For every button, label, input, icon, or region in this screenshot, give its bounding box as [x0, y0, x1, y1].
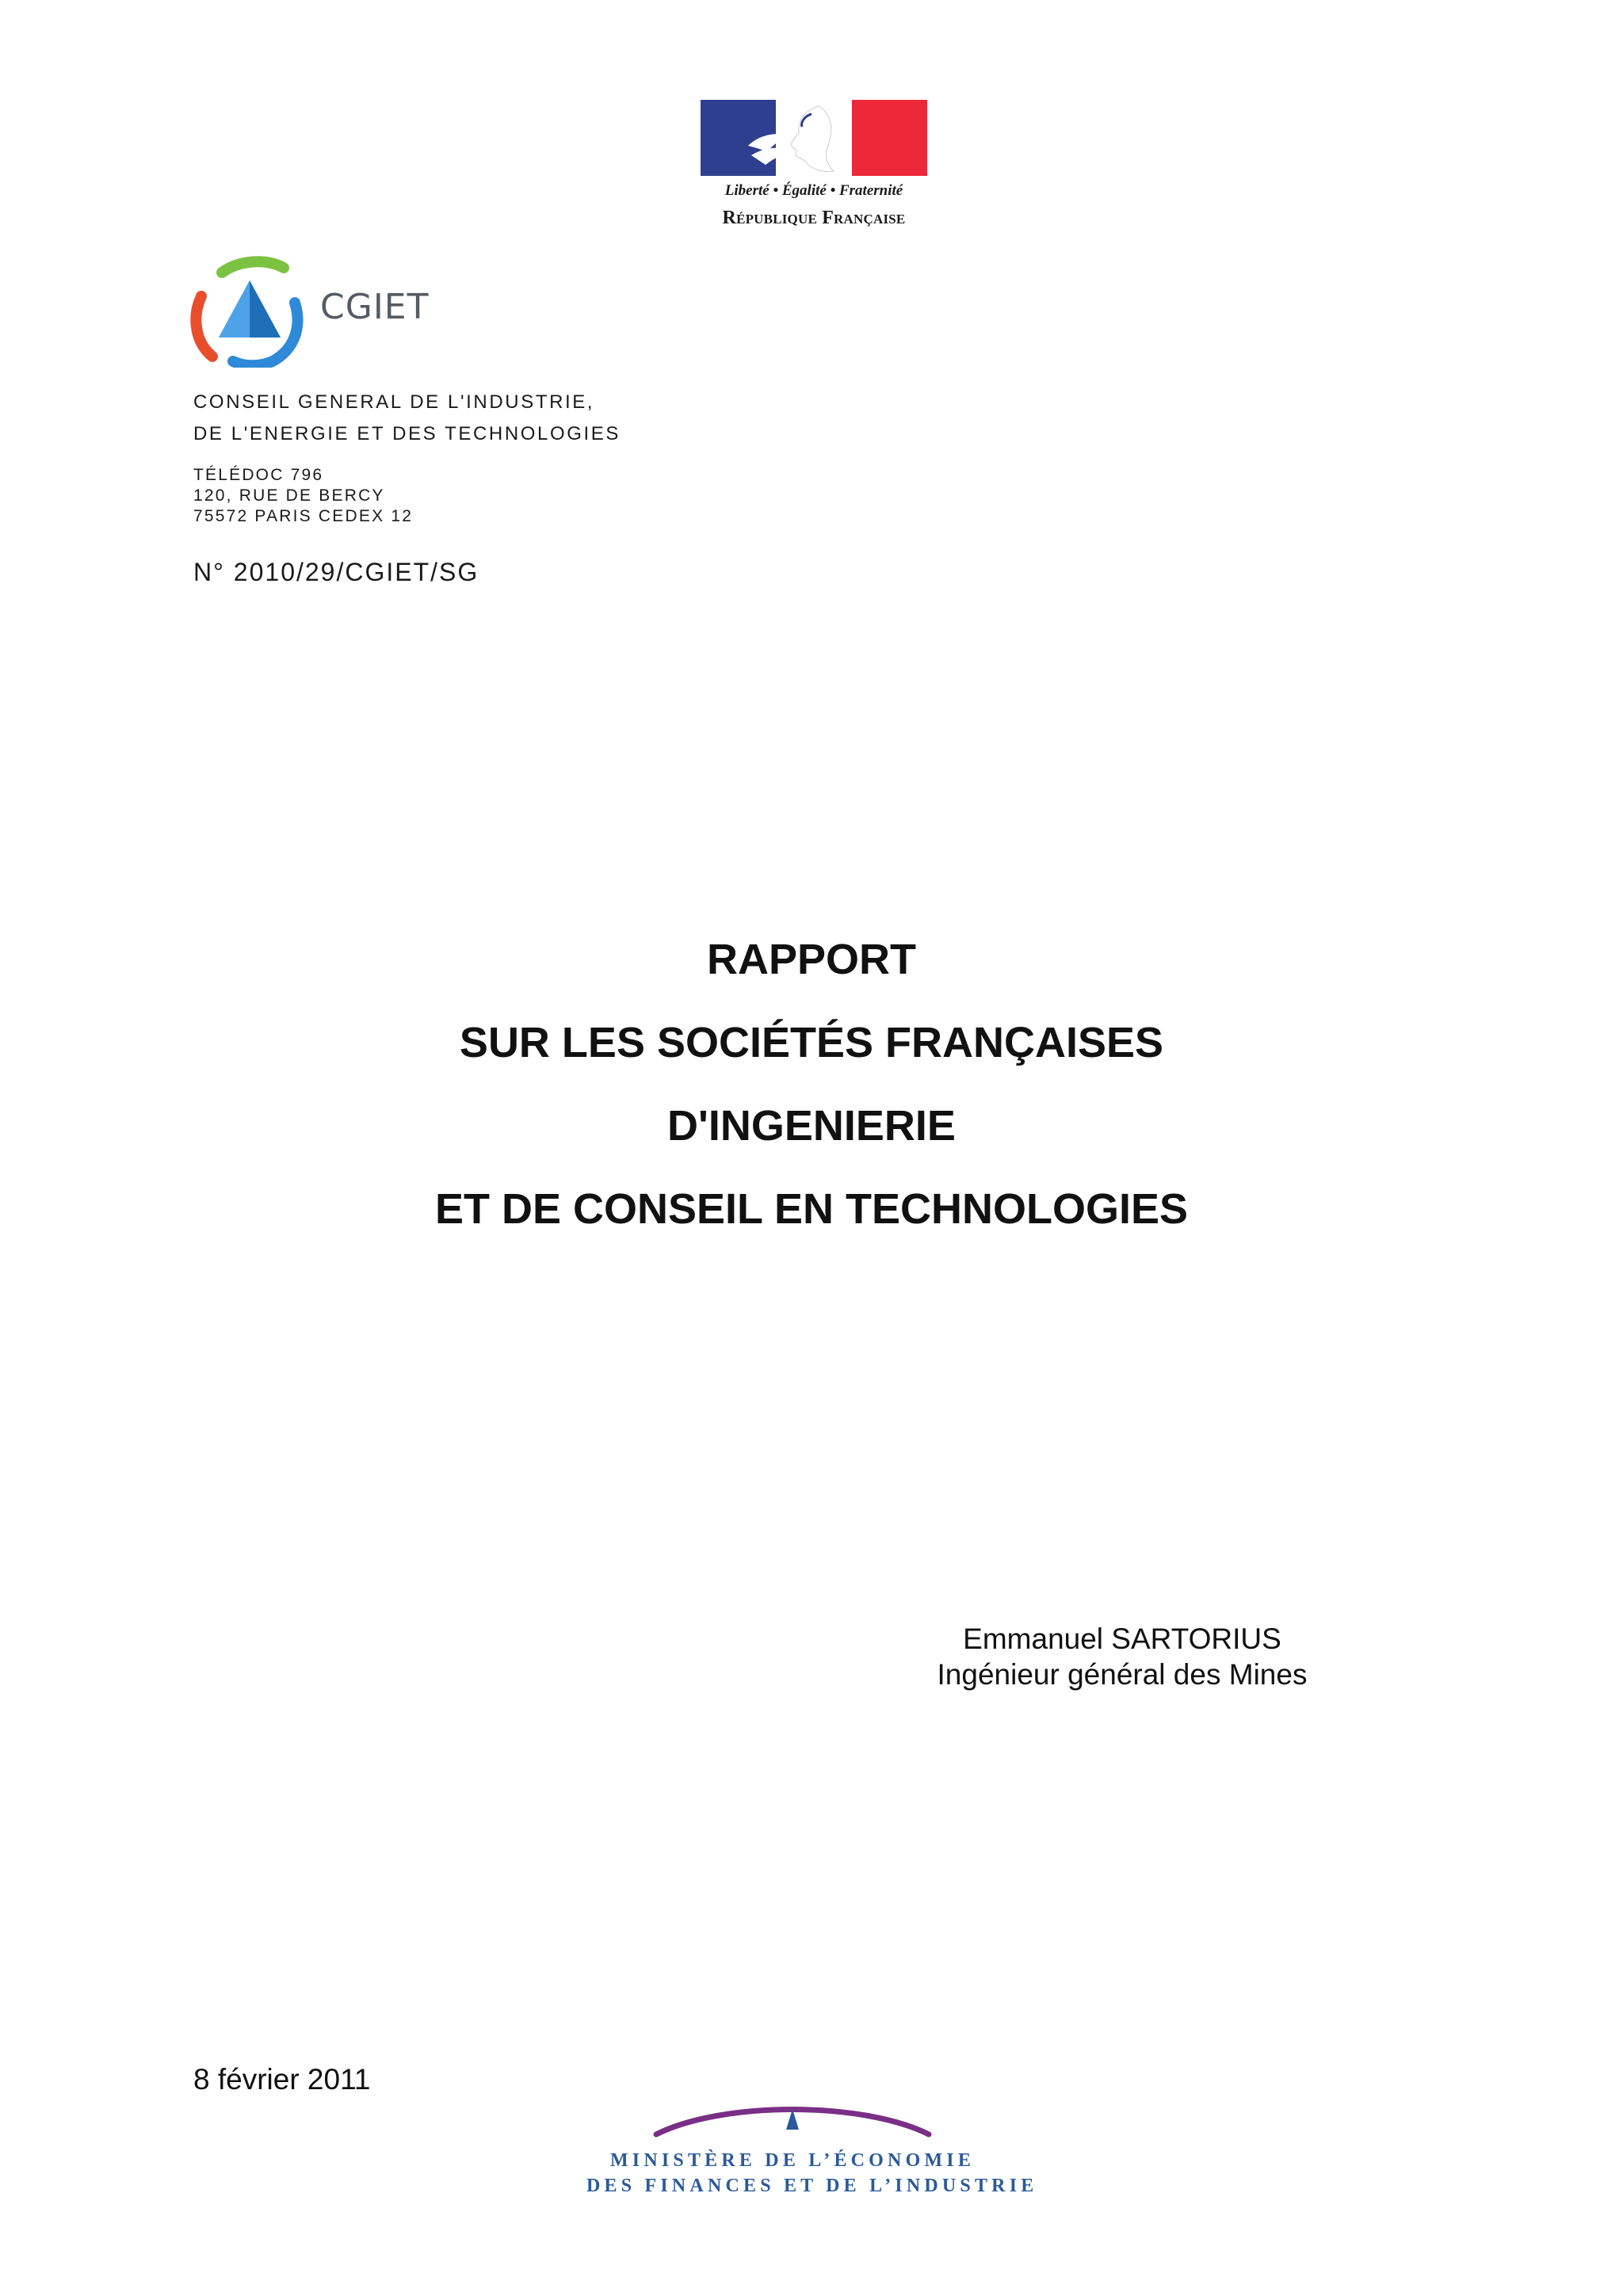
marianne-flag-icon [701, 100, 927, 176]
cgiet-logo [190, 255, 428, 368]
ministry-arc-icon [651, 2098, 934, 2139]
republique-motto: Liberté • Égalité • Fraternité [724, 182, 903, 199]
author-name: Emmanuel SARTORIUS [963, 1623, 1281, 1655]
republique-name: République Française [722, 208, 906, 228]
ministry-name-line1: MINISTÈRE DE L’ÉCONOMIE [609, 2150, 976, 2171]
teledoc-line: TÉLÉDOC 796 [193, 466, 324, 484]
report-date: 8 février 2011 [193, 2063, 371, 2096]
author-role: Ingénieur général des Mines [937, 1658, 1308, 1691]
ministry-logo [586, 2098, 1038, 2201]
ministry-name-line2: DES FINANCES ET DE L’INDUSTRIE [586, 2176, 1038, 2196]
org-name-line2: DE L'ENERGIE ET DES TECHNOLOGIES [193, 423, 621, 444]
report-title-line1: RAPPORT [706, 936, 916, 983]
report-title-line2: SUR LES SOCIÉTÉS FRANÇAISES [459, 1019, 1164, 1066]
report-reference-number: N° 2010/29/CGIET/SG [193, 558, 479, 586]
org-name-line1: CONSEIL GENERAL DE L'INDUSTRIE, [193, 391, 595, 413]
republique-francaise-logo [701, 100, 927, 235]
cgiet-wordmark: CGIET [320, 287, 430, 327]
report-title-line3: D'INGENIERIE [667, 1102, 956, 1150]
street-line: 120, RUE DE BERCY [193, 486, 385, 505]
cgiet-triangle-icon [190, 255, 306, 368]
report-title-line4: ET DE CONSEIL EN TECHNOLOGIES [434, 1185, 1189, 1233]
city-line: 75572 PARIS CEDEX 12 [193, 507, 414, 525]
